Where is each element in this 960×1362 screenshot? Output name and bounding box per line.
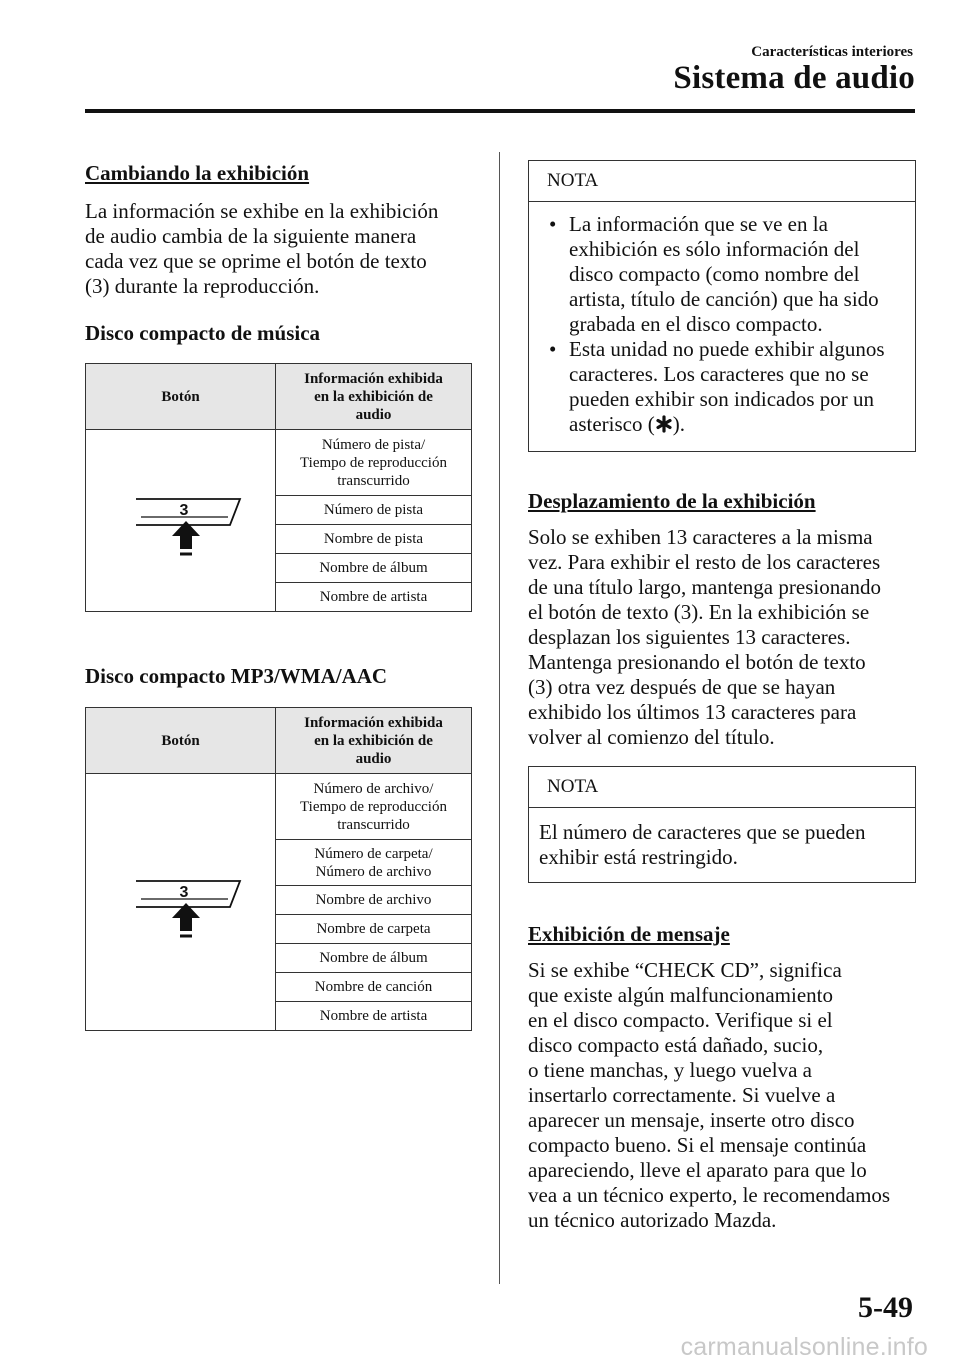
intro-line: La información se exhibe en la exhibición [85, 199, 439, 223]
note-title: NOTA [529, 767, 915, 808]
button-number: 3 [179, 883, 188, 901]
page-number: 5-49 [858, 1291, 913, 1324]
text-button-illustration [86, 430, 276, 612]
page-title: Sistema de audio [673, 60, 915, 96]
col-header-button: Botón [86, 708, 276, 774]
watermark: carmanualsonline.info [680, 1333, 928, 1361]
scroll-paragraph: Solo se exhiben 13 caracteres a la misma vez. Para exhibir el resto de los caracteres de una título largo, mantenga presionando el botón de texto (3). En la exhibición se desplazan los siguientes 13 caracteres. Mantenga presionando el botón de texto (3) otra vez después de que se hayan exhibido los últimos 13 caracteres para volver al comienzo del título. [528, 525, 882, 749]
heading-cd-mp3: Disco compacto MP3/WMA/AAC [85, 664, 388, 688]
text-button-illustration [86, 774, 276, 1031]
cd-mp3-table [85, 707, 472, 1031]
table-row: Número de archivo/ Tiempo de reproducción transcurrido [276, 774, 472, 840]
note-body: El número de caracteres que se pueden exhibir está restringido. [539, 820, 866, 869]
header-rule [85, 109, 915, 113]
note-bullet-item: • La información que se ve en la exhibición es sólo información del disco compacto (como nombre del artista, título de canción) que ha sido grabada en el disco compacto. [549, 212, 879, 336]
table-row: Nombre de álbum [276, 554, 472, 583]
button-number: 3 [179, 502, 188, 519]
table-row: Nombre de pista [276, 525, 472, 554]
heading-message: Exhibición de mensaje [528, 922, 730, 946]
note-box [528, 160, 916, 452]
heading-scroll: Desplazamiento de la exhibición [528, 489, 816, 513]
left-column [85, 158, 475, 1031]
asterisk-icon [655, 415, 673, 433]
table-row: Nombre de artista [276, 583, 472, 612]
table-row: Nombre de archivo [276, 886, 472, 915]
table-row: Nombre de álbum [276, 944, 472, 973]
note-body [529, 202, 915, 451]
intro-line: cada vez que se oprime el botón de texto [85, 249, 427, 273]
intro-line: (3) durante la reproducción. [85, 274, 320, 298]
table-row: Nombre de carpeta [276, 915, 472, 944]
col-header-info: Información exhibida en la exhibición de audio [276, 364, 472, 430]
col-header-info: Información exhibida en la exhibición de audio [276, 708, 472, 774]
table-row: Nombre de canción [276, 973, 472, 1002]
right-column [528, 160, 916, 1233]
table-row: Número de carpeta/ Número de archivo [276, 840, 472, 886]
heading-cd-music: Disco compacto de música [85, 321, 321, 345]
note-title: NOTA [529, 161, 915, 202]
table-row: Nombre de artista [276, 1002, 472, 1031]
table-row: Número de pista [276, 496, 472, 525]
intro-paragraph [85, 199, 475, 299]
intro-line: de audio cambia de la siguiente manera [85, 224, 417, 248]
message-paragraph: Si se exhibe “CHECK CD”, significa que existe algún malfuncionamiento en el disco compacto. Verifique si el disco compacto está dañado, sucio, o tiene manchas, y luego vuelva a insertarlo correctamente. Si vuelve a aparecer un mensaje, inserte otro disco compacto bueno. Si el mensaje continúa apareciendo, lleve el aparato para que lo vea a un técnico experto, le recomendamos un técnico autorizado Mazda. [528, 958, 891, 1232]
note-box [528, 766, 916, 883]
col-header-button: Botón [86, 364, 276, 430]
column-divider [499, 152, 500, 1284]
text-button-3-icon [116, 855, 246, 945]
heading-changing-display: Cambiando la exhibición [85, 161, 310, 185]
note-bullet-item: • Esta unidad no puede exhibir algunos caracteres. Los caracteres que no se pueden exhibir son indicados por un asterisco ( ). [549, 337, 885, 436]
cd-music-table [85, 363, 472, 612]
table-row: Número de pista/ Tiempo de reproducción transcurrido [276, 430, 472, 496]
text-button-3-icon [116, 473, 246, 563]
section-label: Características interiores [751, 44, 913, 60]
